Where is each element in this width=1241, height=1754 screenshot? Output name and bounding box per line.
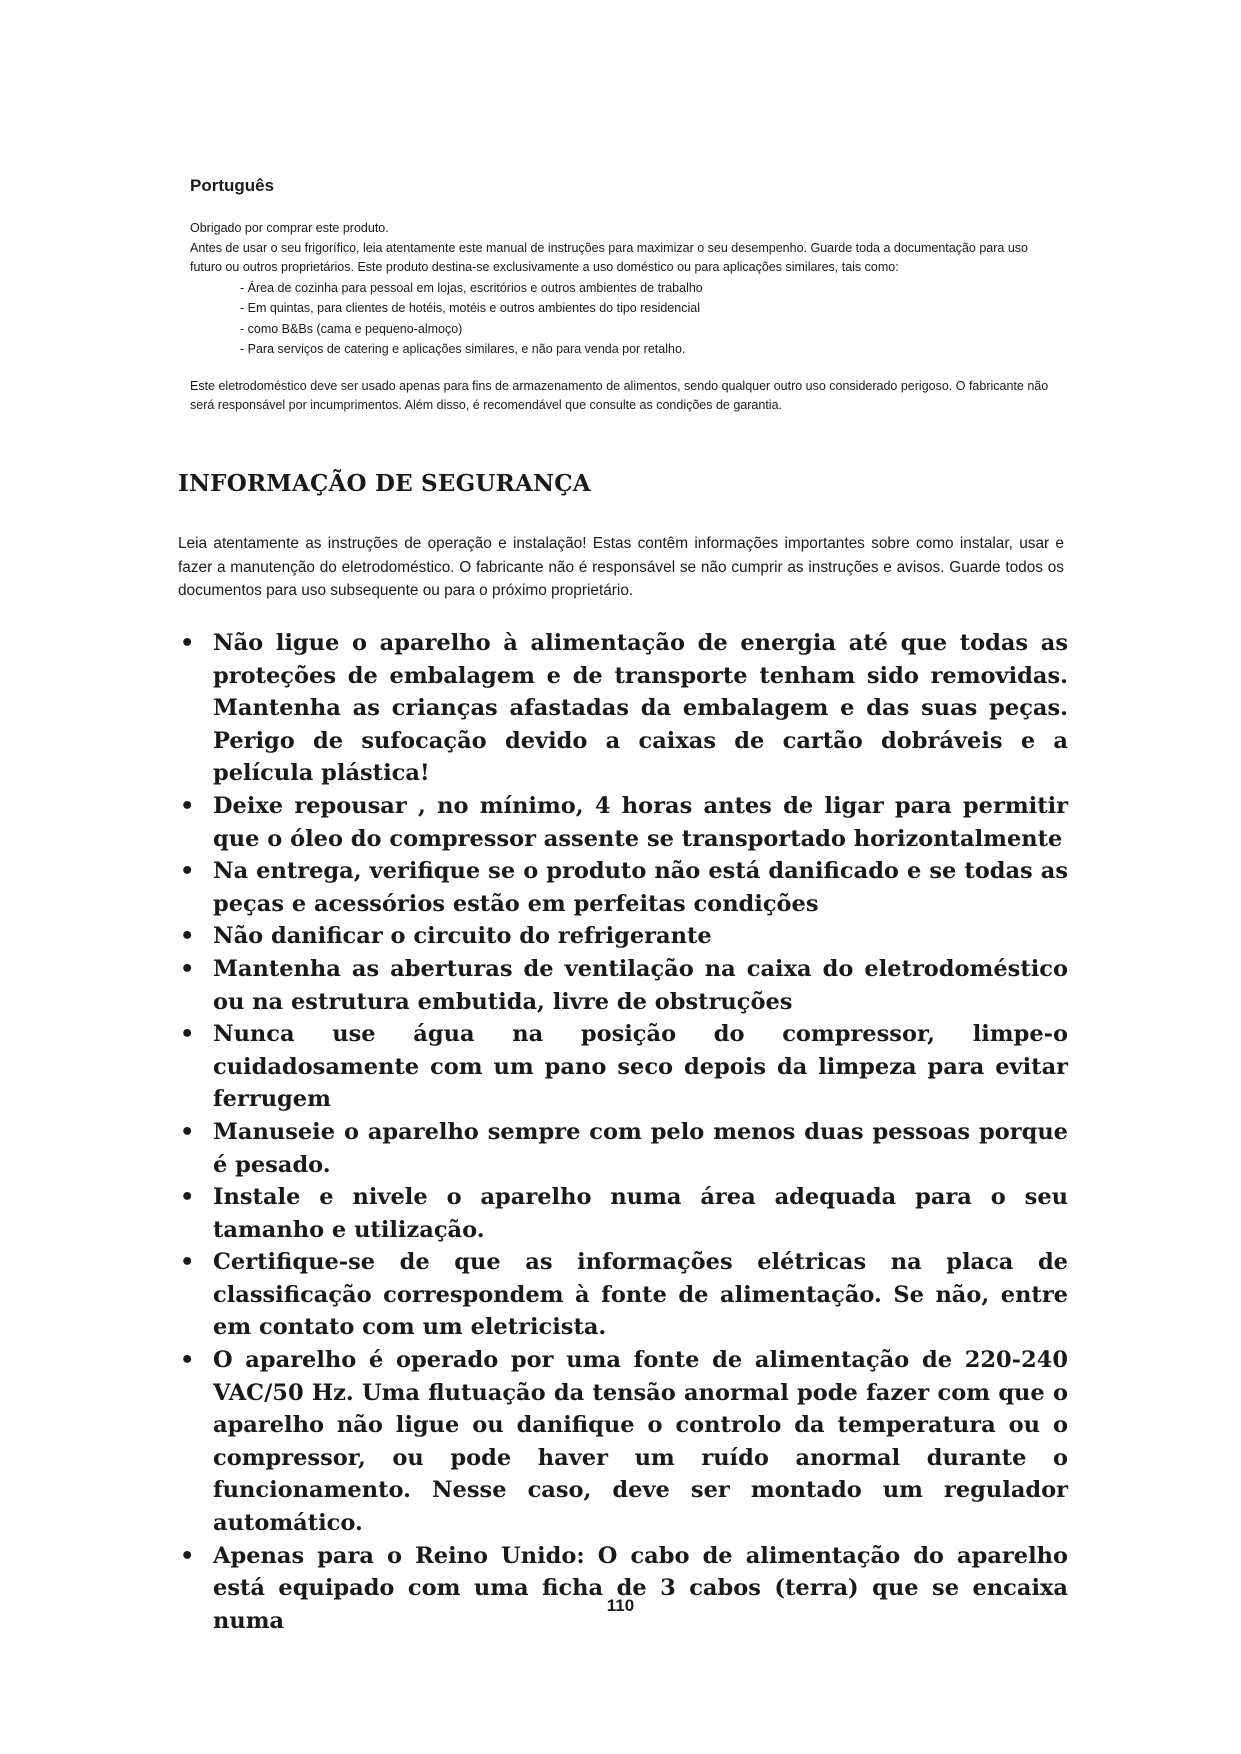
intro-thanks: Obrigado por comprar este produto. xyxy=(190,221,389,235)
intro-section xyxy=(190,219,1050,416)
list-item: - Para serviços de catering e aplicações similares, e não para venda por retalho. xyxy=(240,339,1050,360)
safety-bullet: • O aparelho é operado por uma fonte de alimentação de 220-240 VAC/50 Hz. Uma flutuação da tensão anormal pode fazer com que o aparelho não ligue ou danifique o controlo da temperatura ou o compressor, ou pode haver um ruído anormal durante o funcionamento. Nesse caso, deve ser montado um regulador automático. xyxy=(178,1344,1068,1540)
intro-usage-list xyxy=(190,278,1050,360)
safety-bullet: • Apenas para o Reino Unido: O cabo de alimentação do aparelho está equipado com uma ficha de 3 cabos (terra) que se encaixa numa xyxy=(178,1540,1068,1638)
safety-bullet: • Não ligue o aparelho à alimentação de energia até que todas as proteções de embalagem e de transporte tenham sido removidas. Mantenha as crianças afastadas da embalagem e das suas peças. Perigo de sufocação devido a caixas de cartão dobráveis e a película plástica! xyxy=(178,627,1068,790)
intro-usage-note: Este eletrodoméstico deve ser usado apenas para fins de armazenamento de alimentos, sendo qualquer outro uso considerado perigoso. O fabricante não será responsável por incumprimentos. Além disso, é recomendável que consulte as condições de garantia. xyxy=(190,378,1049,412)
safety-bullet: • Na entrega, verifique se o produto não está danificado e se todas as peças e acessórios estão em perfeitas condições xyxy=(178,855,1068,920)
list-item: - Em quintas, para clientes de hotéis, motéis e outros ambientes do tipo residencial xyxy=(240,298,1050,319)
safety-bullet-list xyxy=(178,627,1068,1637)
list-item: - como B&Bs (cama e pequeno-almoço) xyxy=(240,319,1050,340)
safety-bullet: • Deixe repousar , no mínimo, 4 horas antes de ligar para permitir que o óleo do compressor assente se transportado horizontalmente xyxy=(178,790,1068,855)
safety-bullet: • Nunca use água na posição do compressor, limpe-o cuidadosamente com um pano seco depois da limpeza para evitar ferrugem xyxy=(178,1018,1068,1116)
safety-intro: Leia atentamente as instruções de operação e instalação! Estas contêm informações importantes sobre como instalar, usar e fazer a manutenção do eletrodoméstico. O fabricante não é responsável se não cumprir as instruções e avisos. Guarde todos os documentos para uso subsequente ou para o próximo proprietário. xyxy=(178,535,1064,599)
language-heading: Português xyxy=(190,176,275,195)
intro-paragraph: Antes de usar o seu frigorífico, leia atentamente este manual de instruções para maximizar o seu desempenho. Guarde toda a documentação para uso futuro ou outros proprietários. Este produto destina-se exclusivamente a uso doméstico ou para aplicações similares, tais como: xyxy=(190,240,1028,274)
safety-bullet: • Instale e nivele o aparelho numa área adequada para o seu tamanho e utilização. xyxy=(178,1181,1068,1246)
page-number: 110 xyxy=(606,1596,635,1615)
list-item: - Área de cozinha para pessoal em lojas, escritórios e outros ambientes de trabalho xyxy=(240,278,1050,299)
safety-bullet: • Não danificar o circuito do refrigerante xyxy=(178,920,1068,953)
safety-bullet: • Mantenha as aberturas de ventilação na caixa do eletrodoméstico ou na estrutura embutida, livre de obstruções xyxy=(178,953,1068,1018)
safety-heading: INFORMAÇÃO DE SEGURANÇA xyxy=(178,470,591,497)
safety-bullet: • Certifique-se de que as informações elétricas na placa de classificação correspondem à fonte de alimentação. Se não, entre em contato com um eletricista. xyxy=(178,1246,1068,1344)
safety-bullet: • Manuseie o aparelho sempre com pelo menos duas pessoas porque é pesado. xyxy=(178,1116,1068,1181)
